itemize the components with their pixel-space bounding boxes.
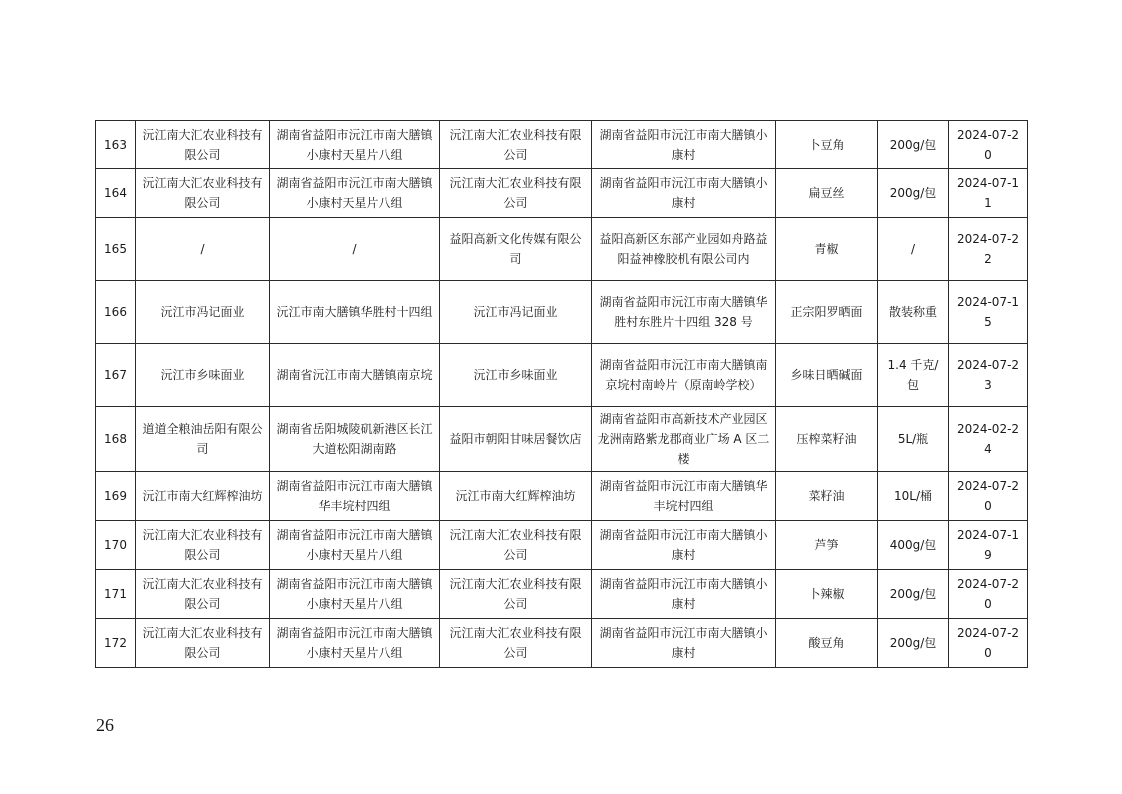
row-number: 170 — [96, 521, 136, 570]
table-row — [96, 472, 1028, 521]
producer-address: 湖南省益阳市沅江市南大膳镇小康村天星片八组 — [270, 619, 440, 668]
product-spec: 5L/瓶 — [878, 407, 949, 472]
product-spec: 200g/包 — [878, 570, 949, 619]
producer-address: 湖南省岳阳城陵矶新港区长江大道松阳湖南路 — [270, 407, 440, 472]
table-row — [96, 281, 1028, 344]
production-date: 2024-07-22 — [949, 218, 1028, 281]
producer-address: 沅江市南大膳镇华胜村十四组 — [270, 281, 440, 344]
sampled-unit-name: 沅江南大汇农业科技有限公司 — [440, 570, 592, 619]
row-number: 165 — [96, 218, 136, 281]
row-number: 169 — [96, 472, 136, 521]
producer-address: 湖南省益阳市沅江市南大膳镇华丰垸村四组 — [270, 472, 440, 521]
product-name: 青椒 — [776, 218, 878, 281]
production-date: 2024-07-19 — [949, 521, 1028, 570]
product-name: 菜籽油 — [776, 472, 878, 521]
producer-address: 湖南省益阳市沅江市南大膳镇小康村天星片八组 — [270, 169, 440, 218]
sampled-unit-address: 益阳高新区东部产业园如舟路益阳益神橡胶机有限公司内 — [592, 218, 776, 281]
producer-name: 沅江南大汇农业科技有限公司 — [136, 570, 270, 619]
product-spec: 1.4 千克/包 — [878, 344, 949, 407]
producer-name: 沅江南大汇农业科技有限公司 — [136, 121, 270, 169]
producer-name: 沅江市南大红辉榨油坊 — [136, 472, 270, 521]
sampled-unit-name: 沅江市冯记面业 — [440, 281, 592, 344]
sampled-unit-address: 湖南省益阳市高新技术产业园区龙洲南路紫龙郡商业广场 A 区二楼 — [592, 407, 776, 472]
producer-address: 湖南省益阳市沅江市南大膳镇小康村天星片八组 — [270, 570, 440, 619]
product-name: 扁豆丝 — [776, 169, 878, 218]
sampled-unit-name: 益阳高新文化传媒有限公司 — [440, 218, 592, 281]
production-date: 2024-07-23 — [949, 344, 1028, 407]
production-date: 2024-02-24 — [949, 407, 1028, 472]
product-name: 正宗阳罗晒面 — [776, 281, 878, 344]
sampled-unit-address: 湖南省益阳市沅江市南大膳镇南京垸村南岭片（原南岭学校） — [592, 344, 776, 407]
row-number: 166 — [96, 281, 136, 344]
sampled-unit-address: 湖南省益阳市沅江市南大膳镇小康村 — [592, 570, 776, 619]
producer-name: 沅江南大汇农业科技有限公司 — [136, 619, 270, 668]
product-name: 卜豆角 — [776, 121, 878, 169]
sampled-unit-name: 沅江南大汇农业科技有限公司 — [440, 521, 592, 570]
row-number: 168 — [96, 407, 136, 472]
product-spec: 10L/桶 — [878, 472, 949, 521]
producer-name: 道道全粮油岳阳有限公司 — [136, 407, 270, 472]
sampled-unit-address: 湖南省益阳市沅江市南大膳镇小康村 — [592, 521, 776, 570]
sampled-unit-name: 沅江南大汇农业科技有限公司 — [440, 619, 592, 668]
product-name: 酸豆角 — [776, 619, 878, 668]
table-row — [96, 121, 1028, 169]
sampled-unit-address: 湖南省益阳市沅江市南大膳镇小康村 — [592, 619, 776, 668]
producer-address: 湖南省沅江市南大膳镇南京垸 — [270, 344, 440, 407]
product-spec: 200g/包 — [878, 169, 949, 218]
table-row — [96, 218, 1028, 281]
production-date: 2024-07-15 — [949, 281, 1028, 344]
product-name: 芦笋 — [776, 521, 878, 570]
sampled-unit-name: 益阳市朝阳甘味居餐饮店 — [440, 407, 592, 472]
sampled-unit-address: 湖南省益阳市沅江市南大膳镇小康村 — [592, 121, 776, 169]
page-number: 26 — [96, 715, 114, 735]
production-date: 2024-07-20 — [949, 619, 1028, 668]
product-name: 乡味日晒碱面 — [776, 344, 878, 407]
producer-name: 沅江市乡味面业 — [136, 344, 270, 407]
sampling-table — [95, 120, 1028, 668]
sampled-unit-address: 湖南省益阳市沅江市南大膳镇华丰垸村四组 — [592, 472, 776, 521]
production-date: 2024-07-20 — [949, 472, 1028, 521]
product-spec: 散装称重 — [878, 281, 949, 344]
producer-address: 湖南省益阳市沅江市南大膳镇小康村天星片八组 — [270, 521, 440, 570]
product-spec: 400g/包 — [878, 521, 949, 570]
producer-name: 沅江南大汇农业科技有限公司 — [136, 169, 270, 218]
product-spec: / — [878, 218, 949, 281]
sampled-unit-name: 沅江市乡味面业 — [440, 344, 592, 407]
row-number: 172 — [96, 619, 136, 668]
table-row — [96, 169, 1028, 218]
product-spec: 200g/包 — [878, 619, 949, 668]
producer-address: 湖南省益阳市沅江市南大膳镇小康村天星片八组 — [270, 121, 440, 169]
product-spec: 200g/包 — [878, 121, 949, 169]
table-row — [96, 521, 1028, 570]
row-number: 163 — [96, 121, 136, 169]
producer-name: 沅江市冯记面业 — [136, 281, 270, 344]
sampled-unit-name: 沅江南大汇农业科技有限公司 — [440, 169, 592, 218]
producer-address: / — [270, 218, 440, 281]
product-name: 压榨菜籽油 — [776, 407, 878, 472]
table-row — [96, 570, 1028, 619]
table-row — [96, 407, 1028, 472]
row-number: 167 — [96, 344, 136, 407]
row-number: 164 — [96, 169, 136, 218]
table-row — [96, 619, 1028, 668]
product-name: 卜辣椒 — [776, 570, 878, 619]
production-date: 2024-07-11 — [949, 169, 1028, 218]
sampled-unit-address: 湖南省益阳市沅江市南大膳镇小康村 — [592, 169, 776, 218]
sampled-unit-address: 湖南省益阳市沅江市南大膳镇华胜村东胜片十四组 328 号 — [592, 281, 776, 344]
table-row — [96, 344, 1028, 407]
production-date: 2024-07-20 — [949, 121, 1028, 169]
production-date: 2024-07-20 — [949, 570, 1028, 619]
sampled-unit-name: 沅江市南大红辉榨油坊 — [440, 472, 592, 521]
row-number: 171 — [96, 570, 136, 619]
sampled-unit-name: 沅江南大汇农业科技有限公司 — [440, 121, 592, 169]
producer-name: / — [136, 218, 270, 281]
producer-name: 沅江南大汇农业科技有限公司 — [136, 521, 270, 570]
